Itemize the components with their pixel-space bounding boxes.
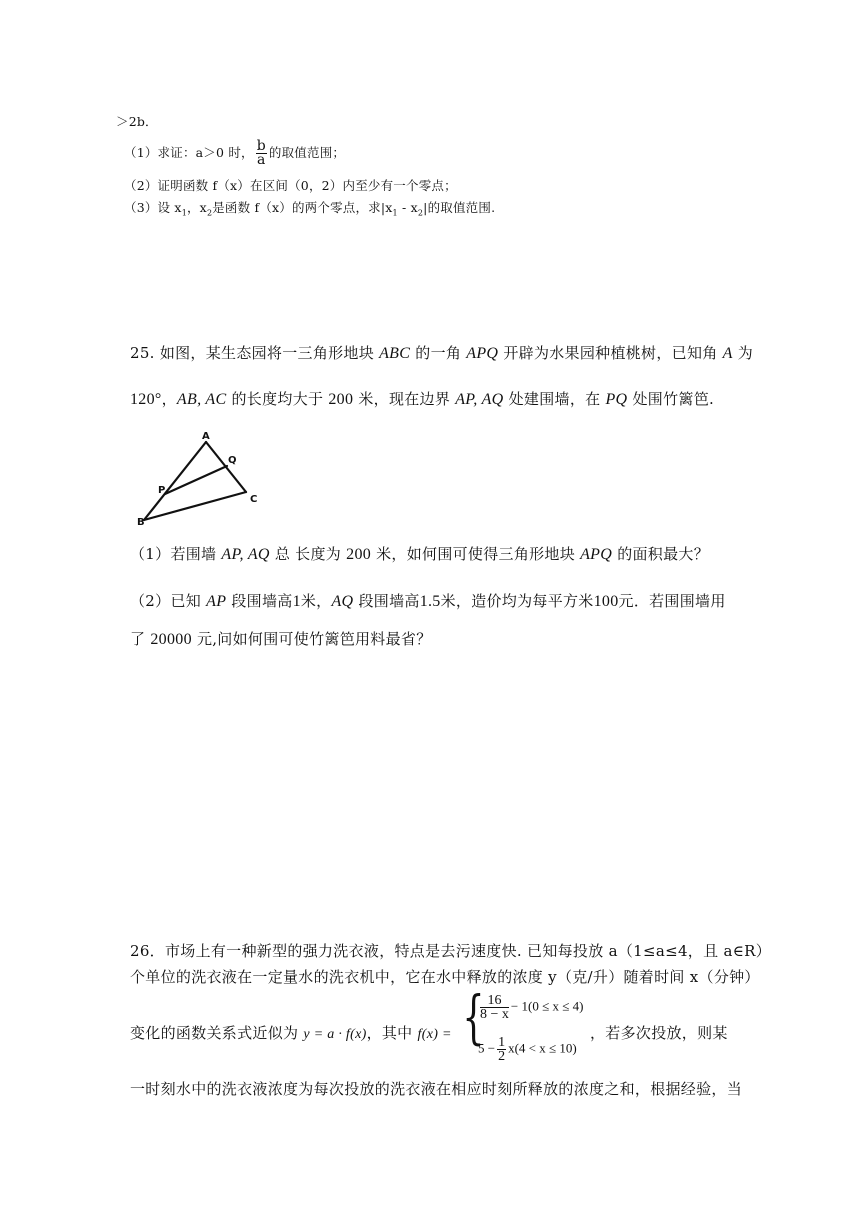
q24-part1-text: （1）求证：a＞0 时， [124,145,254,160]
q25-l2-c: 米，现在边界 [353,390,456,408]
case1-numerator: 16 [480,994,509,1008]
q25-s1-a: （1）若围墙 [130,545,222,563]
q25-s3-b: 元,问如何围可使竹篱笆用料最省？ [191,630,432,648]
sub-3: 1 [392,208,398,218]
math-200: 200 [328,391,354,408]
math-AQ: AQ [331,593,354,610]
piecewise-case-2 [478,1036,577,1063]
label-C: C [250,494,258,505]
q25-line1 [130,342,753,363]
q25-s2-d: 段围墙高 [353,592,420,610]
math-APQ: APQ [466,345,499,362]
q24-part1 [124,140,345,167]
q26-l3-b: ，其中 [366,1024,418,1042]
q24-part3 [124,198,495,218]
math-ABC: ABC [379,345,411,362]
piecewise-brace: { [462,983,485,1051]
fraction-denominator: a [257,152,266,168]
q26-line3-tail [590,1022,728,1043]
q26-l4-text: 一时刻水中的洗衣液浓度为每次投放的洗衣液在相应时刻所释放的浓度之和，根据经验，当 [130,1080,743,1098]
q24-fraction-b-over-a [256,140,267,167]
math-120-degrees: 120° [130,391,162,408]
q25-subquestion-2 [130,590,726,611]
q26-l1-text: 26．市场上有一种新型的强力洗衣液，特点是去污速度快. 已知每投放 a（1≤a≤4，且 a∈R） [130,942,772,960]
q24-line0-text: ＞2b． [116,114,158,129]
label-Q: Q [228,455,237,466]
label-A: A [202,431,210,442]
q25-s2-f: 元．若围围墙用 [618,592,726,610]
q25-s1-d: 的面积最大？ [612,545,709,563]
math-1: 1 [292,593,301,610]
case2-pre: 5 − [478,1040,496,1056]
q26-l3-a: 变化的函数关系式近似为 [130,1024,304,1042]
sub-2: 2 [206,208,213,218]
edge-BC [144,492,246,520]
case1-fraction [480,994,509,1021]
case1-rest: − 1(0 ≤ x ≤ 4) [510,998,584,1014]
math-AP: AP [206,593,227,610]
math-AB-AC: AB, AC [176,391,227,408]
math-APQ-2: APQ [580,546,613,563]
q25-s2-b: 段围墙高 [226,592,293,610]
q24-part3-c: 是函数 f（x）的两个零点，求|x [212,200,393,215]
case1-denominator: 8 − x [480,1007,509,1022]
case2-denominator: 2 [498,1049,506,1064]
q26-line2 [130,966,760,987]
math-20000: 20000 [150,631,192,648]
q25-l2-a: ， [161,390,177,408]
triangle-figure [128,430,278,530]
math-y-equals-af: y = a · f(x) [303,1027,367,1042]
q25-s2-e: 米，造价均为每平方米 [440,592,594,610]
q26-l3-c: ，若多次投放，则某 [590,1024,728,1042]
math-AP-AQ: AP, AQ [455,391,504,408]
case2-fraction [497,1036,506,1063]
math-200-2: 200 [346,546,372,563]
q25-line2 [130,388,714,409]
q26-line1 [130,940,771,961]
case2-numerator: 1 [498,1035,506,1050]
math-1-5: 1.5 [419,593,441,610]
piecewise-case-1 [478,994,583,1021]
q24-part1-tail: 的取值范围； [268,145,346,160]
q26-line3 [130,1022,452,1043]
q26-l2-text: 个单位的洗衣液在一定量水的洗衣机中，它在水中释放的浓度 y（克/升）随着时间 x（分钟） [130,968,760,986]
case2-rest: x(4 < x ≤ 10) [508,1040,577,1056]
q24-part2 [124,176,457,194]
q25-l2-e: 处围竹篱笆. [627,390,715,408]
math-100: 100 [593,593,619,610]
q25-s2-a: （2）已知 [130,592,207,610]
q25-text-c: 开辟为水果园种植桃树，已知角 [498,344,723,362]
edge-AB [144,442,206,520]
q24-part3-d: - x [397,200,418,215]
q25-subquestion-1 [130,543,709,564]
q25-s3-a: 了 [130,630,151,648]
q24-part2-text: （2）证明函数 f（x）在区间（0，2）内至少有一个零点； [124,178,457,193]
fraction-numerator: b [256,138,266,154]
sub-4: 2 [417,208,424,218]
edge-PQ [165,466,227,494]
sub-1: 1 [181,208,187,218]
q25-l2-b: 的长度均大于 [226,390,329,408]
q25-text-b: 的一角 [410,344,467,362]
q25-l2-d: 处建围墙，在 [503,390,606,408]
q25-subquestion-2-cont [130,628,432,649]
math-PQ: PQ [605,391,628,408]
label-P: P [158,485,166,496]
math-A: A [722,345,733,362]
q25-text-a: 25. 如图，某生态园将一三角形地块 [130,344,380,362]
q24-part3-b: ，x [186,200,207,215]
q26-line4 [130,1078,742,1099]
math-AP-AQ-2: AP, AQ [221,546,270,563]
q25-s1-b: 总 长度为 [269,545,347,563]
math-fx: f(x) = [417,1027,452,1042]
q24-part3-a: （3）设 x [124,200,182,215]
q25-s2-c: 米， [300,592,332,610]
q24-part3-e: |的取值范围. [423,200,496,215]
q25-text-d: 为 [732,344,754,362]
q24-continuation-line [116,112,158,130]
q25-s1-c: 米，如何围可使得三角形地块 [371,545,581,563]
label-B: B [137,517,145,528]
